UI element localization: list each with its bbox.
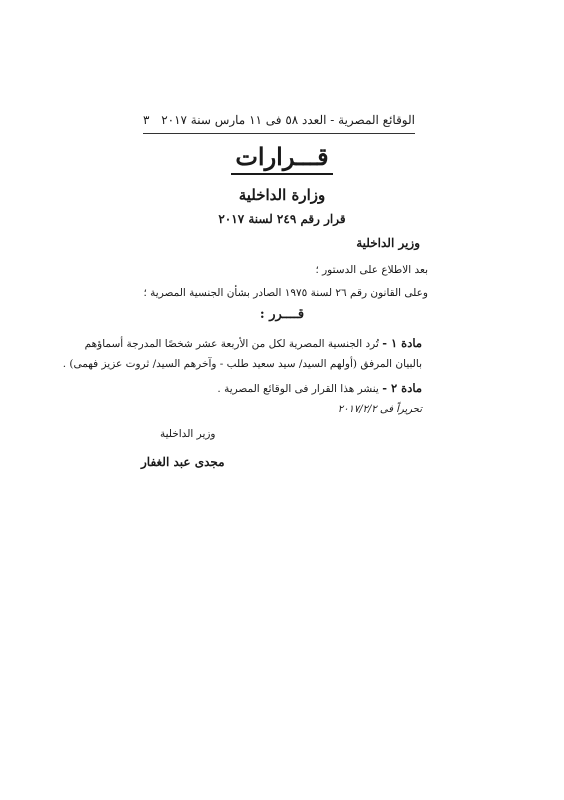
decided-heading: قــــرر : bbox=[259, 307, 305, 322]
decree-number: قرار رقم ٢٤٩ لسنة ٢٠١٧ bbox=[218, 212, 346, 226]
article-1-text: تُرد الجنسية المصرية لكل من الأربعة عشر شخصًا المدرجة أسماؤهم bbox=[84, 338, 379, 350]
page-number: ٣ bbox=[143, 113, 150, 127]
article-1-continuation: بالبيان المرفق (أولهم السيد/ سيد سعيد طلب - وآخرهم السيد/ ثروت عزيز فهمى) . bbox=[62, 358, 422, 370]
issued-date: تحريراً فى ٢٠١٧/٢/٢ bbox=[337, 404, 422, 415]
page-header bbox=[143, 110, 415, 130]
signatory-title: وزير الداخلية bbox=[160, 428, 216, 440]
preamble-law: وعلى القانون رقم ٢٦ لسنة ١٩٧٥ الصادر بشأن الجنسية المصرية ؛ bbox=[143, 287, 428, 299]
article-2-label: مادة ٢ - bbox=[382, 381, 422, 395]
signatory-name: مجدى عبد الغفار bbox=[141, 455, 225, 469]
ministry-title: وزارة الداخلية bbox=[238, 186, 326, 204]
issuing-authority: وزير الداخلية bbox=[356, 236, 420, 250]
header-divider bbox=[143, 133, 415, 134]
article-2 bbox=[217, 381, 422, 395]
article-2-text: ينشر هذا القرار فى الوقائع المصرية . bbox=[217, 383, 379, 395]
article-1-label: مادة ١ - bbox=[382, 336, 422, 350]
section-heading-text: قـــرارات bbox=[231, 142, 332, 175]
publication-line: الوقائع المصرية - العدد ٥٨ فى ١١ مارس سنة ٢٠١٧ bbox=[161, 113, 415, 127]
article-1 bbox=[84, 336, 422, 350]
section-heading bbox=[0, 142, 564, 175]
preamble-constitution: بعد الاطلاع على الدستور ؛ bbox=[315, 264, 428, 276]
